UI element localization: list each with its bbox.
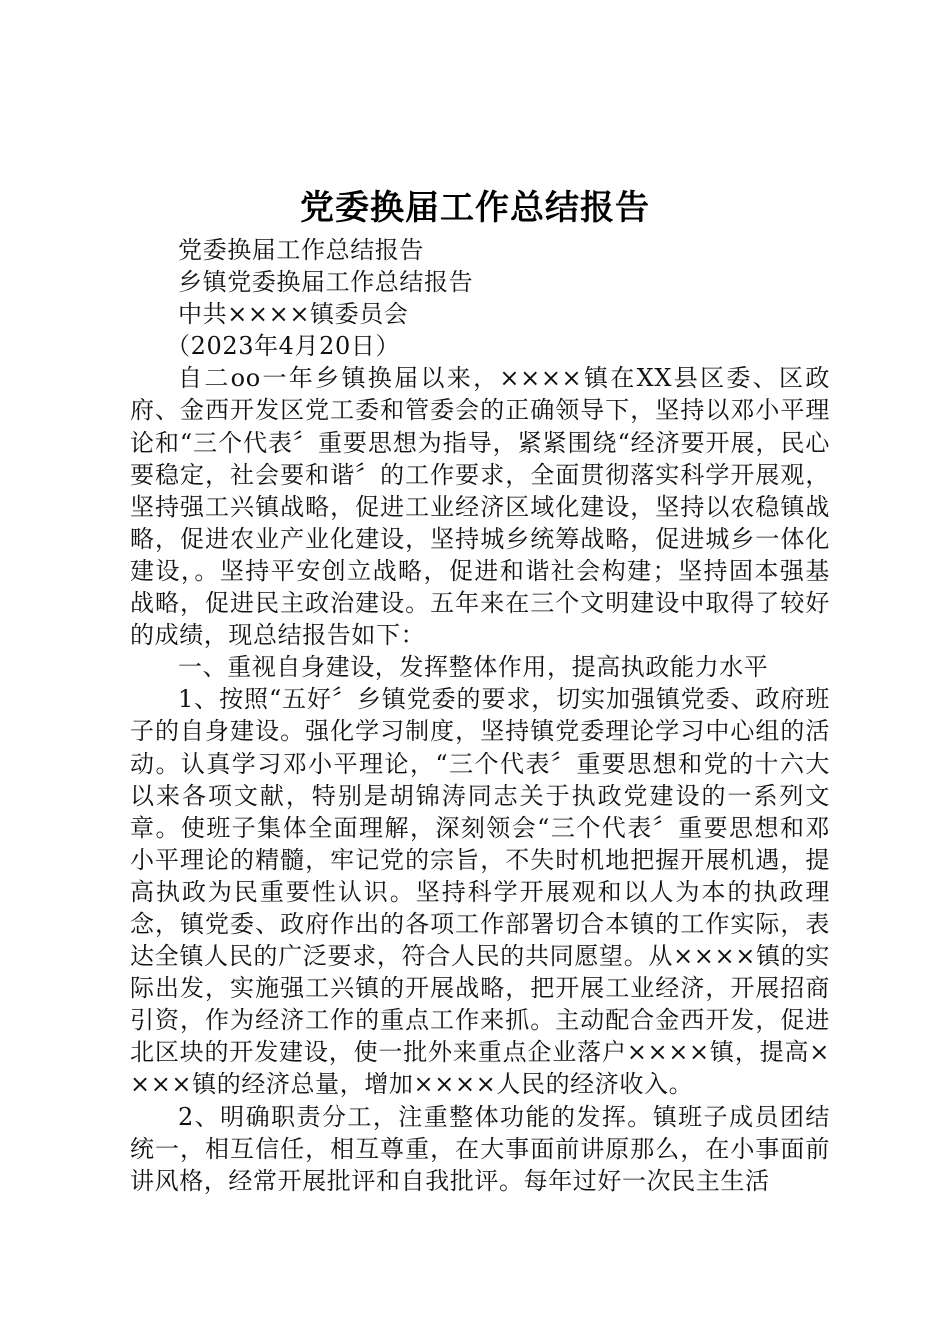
header-line-date: （2023年4月20日） xyxy=(166,332,401,361)
document-body xyxy=(130,234,830,1197)
document-title: 党委换届工作总结报告 xyxy=(300,188,650,228)
header-line-subtitle: 乡镇党委换届工作总结报告 xyxy=(178,268,474,297)
section-heading-1: 一、重视自身建设，发挥整体作用，提高执政能力水平 xyxy=(178,653,769,682)
header-line-title: 党委换届工作总结报告 xyxy=(178,236,424,264)
header-line-issuer: 中共××××镇委员会 xyxy=(178,300,409,329)
paragraph-intro: 自二oo一年乡镇换届以来，××××镇在XX县区委、区政府、金西开发区党工委和管委会的正确领导下，坚持以邓小平理论和“三个代表〞重要思想为指导，紧紧围绕“经济要开展，民心要稳定，社会要和谐〞的工作要求，全面贯彻落实科学开展观，坚持强工兴镇战略，促进工业经济区域化建设，坚持以农稳镇战略，促进农业产业化建设，坚持城乡统筹战略，促进城乡一体化建设，。坚持平安创立战略，促进和谐社会构建；坚持固本强基战略，促进民主政治建设。五年来在三个文明建设中取得了较好的成绩，现总结报告如下： xyxy=(130,364,830,650)
paragraph-item-1: 1、按照“五好〞乡镇党委的要求，切实加强镇党委、政府班子的自身建设。强化学习制度，坚持镇党委理论学习中心组的活动。认真学习邓小平理论，“三个代表〞重要思想和党的十六大以来各项文献，特别是胡锦涛同志关于执政党建设的一系列文章。使班子集体全面理解，深刻领会“三个代表〞重要思想和邓小平理论的精髓，牢记党的宗旨，不失时机地把握开展机遇，提高执政为民重要性认识。坚持科学开展观和以人为本的执政理念，镇党委、政府作出的各项工作部署切合本镇的工作实际，表达全镇人民的广泛要求，符合人民的共同愿望。从××××镇的实际出发，实施强工兴镇的开展战略，把开展工业经济，开展招商引资，作为经济工作的重点工作来抓。主动配合金西开发，促进北区块的开发建设，使一批外来重点企业落户××××镇，提高××××镇的经济总量，增加××××人民的经济收入。 xyxy=(130,685,830,1099)
paragraph-item-2: 2、明确职责分工，注重整体功能的发挥。镇班子成员团结统一，相互信任，相互尊重，在大事面前讲原那么，在小事面前讲风格，经常开展批评和自我批评。每年过好一次民主生活 xyxy=(130,1102,830,1195)
